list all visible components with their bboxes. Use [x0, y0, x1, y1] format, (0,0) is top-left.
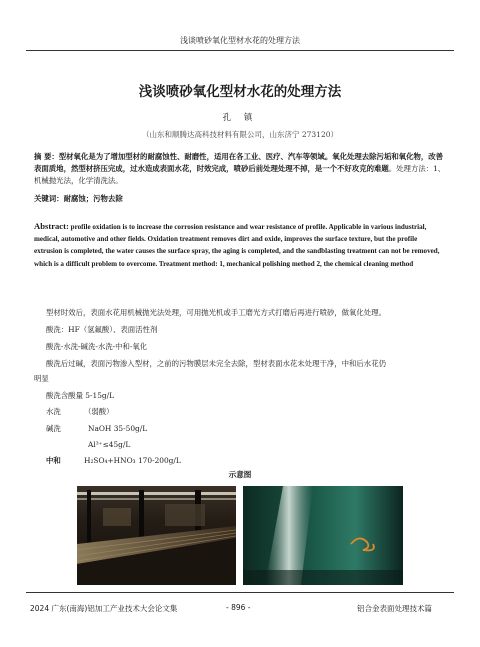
neutralize-value: H₂SO₄+HNO₃ 170-200g/L — [84, 456, 181, 465]
alkali-wash-label: 碱洗 — [46, 424, 61, 433]
figure-caption: 示意图 — [228, 470, 252, 479]
body-paragraph-2: 酸洗：HF（氢氟酸）、表面活性剂 — [46, 325, 158, 334]
running-header: 浅谈喷砂氧化型材水花的处理方法 — [180, 36, 300, 45]
header-rule — [26, 50, 454, 51]
acid-concentration: 酸洗含酸量 5-15g/L — [46, 391, 115, 400]
footer-proceedings: 2024 广东(南海)铝加工产业技术大会论文集 — [30, 604, 178, 613]
author: 孔 镇 — [222, 113, 258, 123]
abstract-en-text: profile oxidation is to increase the corrosion resistance and wear resistance of profile. Applicable in various industrial, medical, automotive and other fields. Oxidation treatment removes dirt and oxide, improves the surface texture, but the profile extrusion is completed, the water causes the surface spray, the aging is completed, and the sandblasting treatment can not be removed, which is a difficult problem to overcome. Treatment method: 1, mechanical polishing method 2, the chemical cleaning method — [34, 223, 440, 268]
footer-rule — [26, 592, 454, 593]
abstract-cn-label: 摘 要： — [34, 152, 59, 161]
abstract-en — [34, 220, 446, 270]
alkali-wash-value: NaOH 35-50g/L — [88, 424, 148, 433]
abstract-en-label: Abstract: — [34, 221, 69, 231]
affiliation: （山东和顺腾达高科技材料有限公司，山东济宁 273120） — [141, 130, 338, 139]
body-paragraph-3: 酸洗-水洗-碱洗-水洗-中和-氧化 — [46, 342, 148, 351]
neutralize-label: 中和 — [46, 456, 61, 465]
body-paragraph-4: 酸洗后过碱，表面污物渗入型材，之前的污物膜层未完全去除，型材表面水花未处理干净，中和后水花仍 — [46, 359, 386, 368]
body-paragraph-1: 型材时效后，表面水花用机械抛光法处理，可用抛光机或手工磨光方式打磨后再进行喷砂，做氧化处理。 — [46, 308, 386, 317]
keywords-cn-text: 耐腐蚀；污物去除 — [63, 194, 123, 203]
keywords-cn-label: 关键词： — [34, 194, 64, 203]
aluminum-ion-limit: Al³⁺≤45g/L — [88, 440, 131, 449]
abstract-cn-tail: 。处理方法：1、机械抛光法，化学清洗法。 — [34, 164, 446, 185]
water-wash-value: （弱酸） — [84, 407, 114, 416]
page-number: - 896 - — [226, 603, 251, 612]
keywords-cn — [34, 193, 446, 205]
factory-photo — [77, 486, 236, 585]
water-wash-label: 水洗 — [46, 407, 61, 416]
abstract-cn-text: 型材氧化是为了增加型材的耐腐蚀性、耐磨性，适用在各工业、医疗、汽车等领域。氧化处理去除污垢和氧化物，改善表面质地，然型材挤压完成，过水造成表面水花，时效完成，喷砂后前处理处理不掉，是一个不好攻克的难题 — [34, 152, 444, 173]
article-title: 浅谈喷砂氧化型材水花的处理方法 — [138, 84, 342, 100]
footer-section: 铝合金表面处理技术篇 — [357, 604, 432, 613]
abstract-cn — [34, 151, 446, 187]
profile-surface-photo — [243, 486, 403, 585]
body-paragraph-4-end: 明显 — [34, 374, 49, 383]
